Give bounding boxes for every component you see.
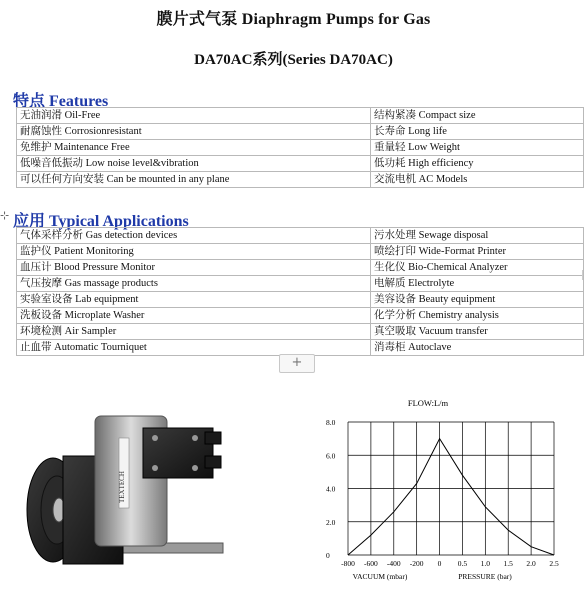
x-tick-label: -600 [364,559,378,568]
table-cell[interactable]: 美容设备 Beauty equipment [371,292,584,308]
table-cell[interactable]: 结构紧凑 Compact size [371,108,584,124]
table-cell[interactable]: 气压按摩 Gas massage products [17,276,371,292]
y-tick-label: 6.0 [326,451,336,461]
y-tick-label: 0 [326,551,330,560]
table-cell[interactable]: 重量轻 Low Weight [371,140,584,156]
table-cell[interactable]: 洗板设备 Microplate Washer [17,308,371,324]
table-cell[interactable]: 低噪音低振动 Low noise level&vibration [17,156,371,172]
table-cell[interactable]: 环境检测 Air Sampler [17,324,371,340]
flow-chart [300,392,587,587]
table-cell[interactable]: 可以任何方向安装 Can be mounted in any plane [17,172,371,188]
table-cell[interactable]: 血压计 Blood Pressure Monitor [17,260,371,276]
table-cell[interactable]: 电解质 Electrolyte [371,276,584,292]
table-row [17,228,584,244]
add-row-button[interactable]: + [279,354,315,373]
table-cell[interactable]: 耐腐蚀性 Corrosionresistant [17,124,371,140]
pump-image [15,398,230,578]
x-tick-label: 0.5 [457,559,468,568]
y-tick-label: 4.0 [326,484,336,494]
table-cell[interactable]: 无油润滑 Oil-Free [17,108,371,124]
pump-label-text: TEXTECH [118,471,126,503]
page-title: 膜片式气泵 Diaphragm Pumps for Gas [156,11,431,28]
x-tick-label: 1.5 [503,559,513,568]
table-row [17,292,584,308]
table-cell[interactable]: 监护仪 Patient Monitoring [17,244,371,260]
features-heading: 特点 Features [13,93,109,110]
table-row [17,108,584,124]
table-cell[interactable]: 实验室设备 Lab equipment [17,292,371,308]
table-row [17,324,584,340]
x-axis-label-vacuum: VACUUM (mbar) [352,572,408,581]
x-axis-label-pressure: PRESSURE (bar) [458,572,512,581]
x-tick-label: 0 [437,559,442,568]
table-move-handle-icon[interactable]: ⊹ [0,209,10,222]
table-resize-handle[interactable] [582,270,587,280]
table-cell[interactable]: 喷绘打印 Wide-Format Printer [371,244,584,260]
table-row [17,140,584,156]
y-tick-label: 2.0 [326,517,336,527]
chart-title: FLOW:L/m [407,398,449,408]
x-tick-label: -800 [341,559,355,568]
table-cell[interactable]: 免维护 Maintenance Free [17,140,371,156]
x-tick-label: 2.0 [526,559,536,568]
table-row [17,244,584,260]
flow-chart-svg [300,392,587,587]
table-row [17,124,584,140]
table-cell[interactable]: 气体采样分析 Gas detection devices [17,228,371,244]
x-tick-label: 2.5 [549,559,559,568]
table-cell[interactable]: 长寿命 Long life [371,124,584,140]
table-row [17,276,584,292]
applications-heading: 应用 Typical Applications [13,213,189,230]
pump-illustration [15,398,230,578]
flow-series-line [348,439,554,555]
table-cell[interactable]: 止血带 Automatic Tourniquet [17,340,371,356]
x-tick-label: -400 [386,559,401,568]
table-row [17,308,584,324]
applications-table [16,227,584,356]
y-tick-label: 8.0 [326,418,336,427]
table-row [17,172,584,188]
table-cell[interactable]: 生化仪 Bio-Chemical Analyzer [371,260,584,276]
table-row [17,260,584,276]
table-cell[interactable]: 真空吸取 Vacuum transfer [371,324,584,340]
table-cell[interactable]: 污水处理 Sewage disposal [371,228,584,244]
features-table [16,107,584,188]
table-cell[interactable]: 消毒柜 Autoclave [371,340,584,356]
table-cell[interactable]: 低功耗 High efficiency [371,156,584,172]
table-row [17,156,584,172]
table-cell[interactable]: 交流电机 AC Models [371,172,584,188]
table-cell[interactable]: 化学分析 Chemistry analysis [371,308,584,324]
x-tick-label: -200 [409,559,424,568]
x-tick-label: 1.0 [480,559,491,568]
page-subtitle: DA70AC系列(Series DA70AC) [194,52,393,68]
